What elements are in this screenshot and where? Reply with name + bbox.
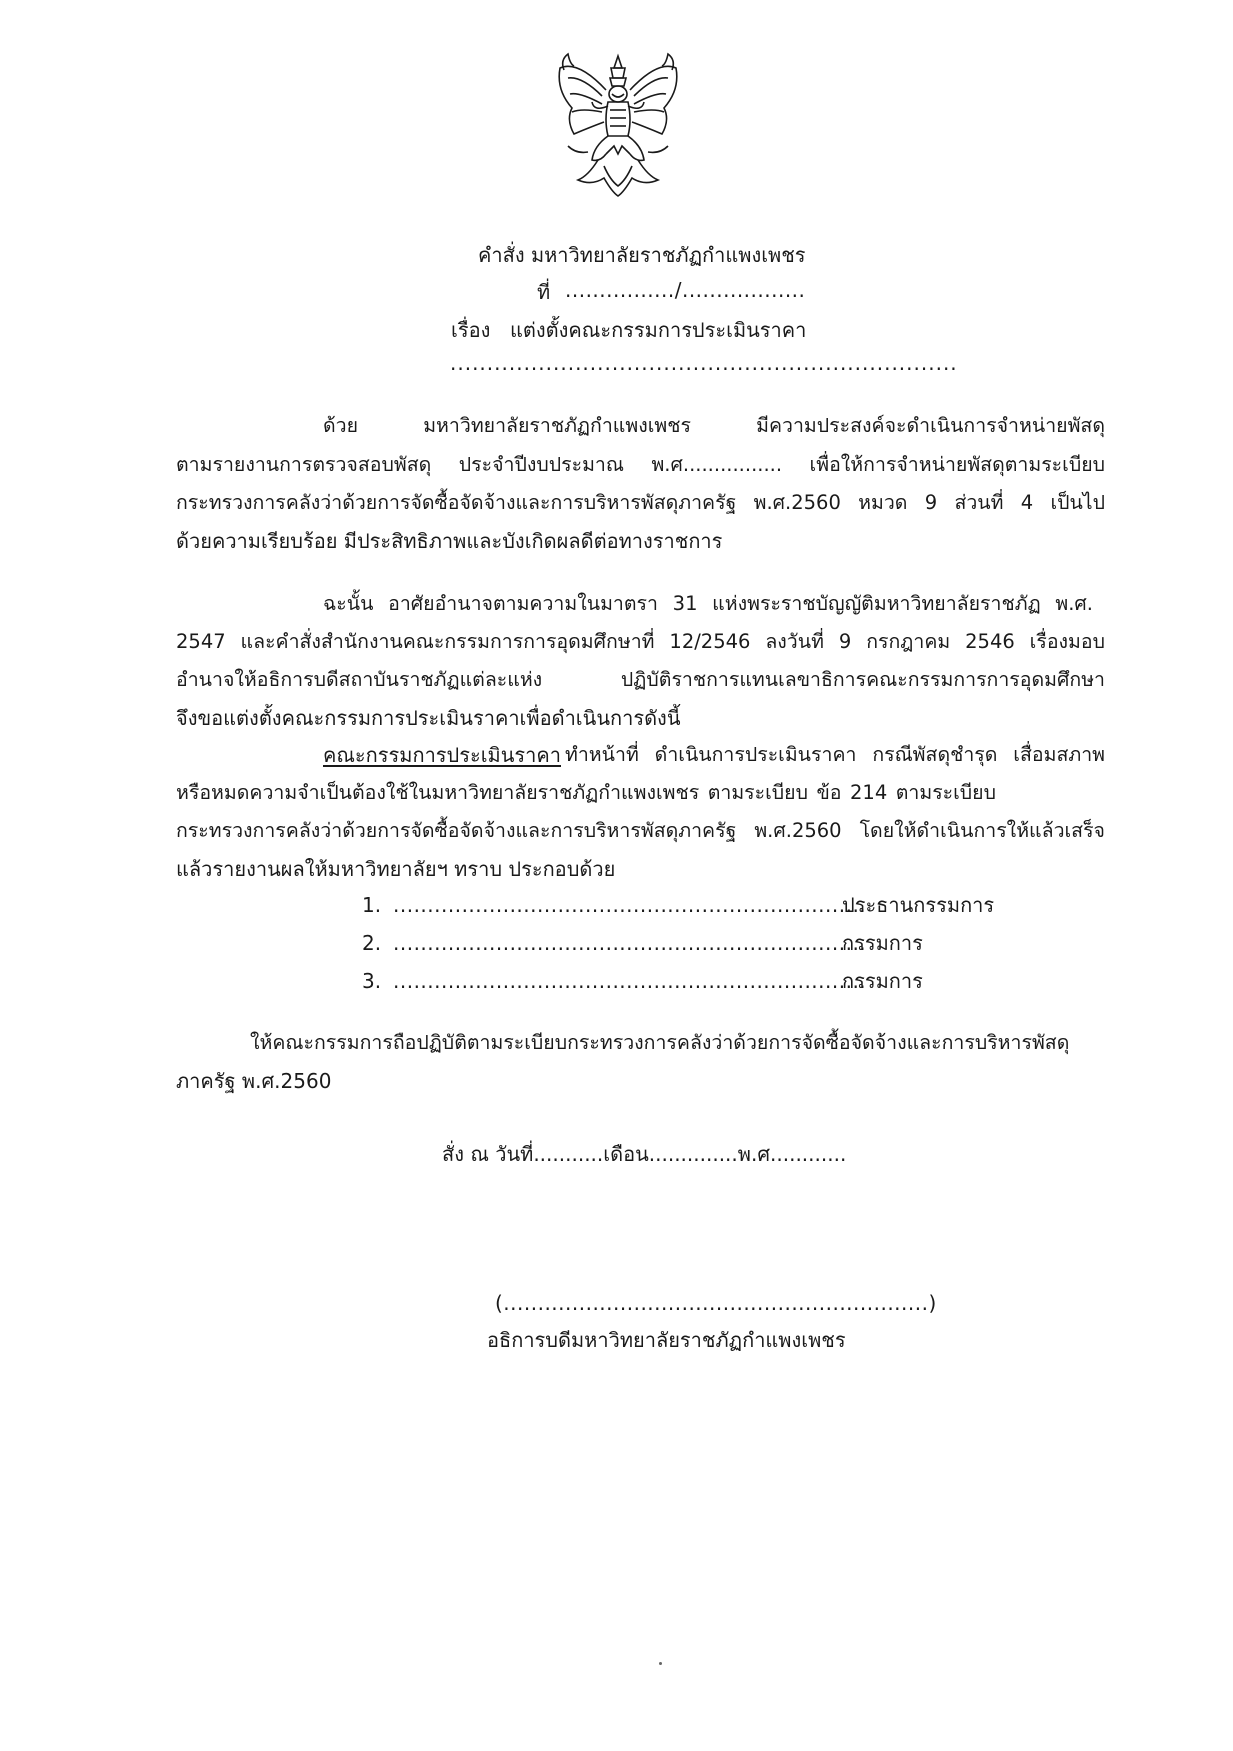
para1-line2: ตามรายงานการตรวจสอบพัสดุ ประจำปีงบประมาณ พ.ศ................ เพื่อให้การจำหน่ายพัสดุตามระเบียบ xyxy=(176,453,1105,476)
committee-role: กรรมการ xyxy=(842,931,923,955)
scan-speck xyxy=(659,1662,662,1665)
committee-number: 3. xyxy=(362,969,382,993)
committee-name-blank: ..................................................................... xyxy=(393,931,867,955)
subject-label: เรื่อง xyxy=(451,318,491,342)
garuda-emblem-icon xyxy=(548,50,688,200)
para1-line4: ด้วยความเรียบร้อย มีประสิทธิภาพและบังเกิดผลดีต่อทางราชการ xyxy=(176,529,723,553)
order-number-value: ................/.................. xyxy=(565,278,806,302)
para1-line3: กระทรวงการคลังว่าด้วยการจัดซื้อจัดจ้างและการบริหารพัสดุภาครัฐ พ.ศ.2560 หมวด 9 ส่วนที่ 4 เป็นไป xyxy=(176,491,1105,514)
committee-heading: คณะกรรมการประเมินราคา xyxy=(323,743,561,767)
subject-text: แต่งตั้งคณะกรรมการประเมินราคา xyxy=(510,318,807,342)
committee-name-blank: ..................................................................... xyxy=(393,969,867,993)
signature-name-line: (..............................................................) xyxy=(495,1291,937,1315)
para3-line3: กระทรวงการคลังว่าด้วยการจัดซื้อจัดจ้างและการบริหารพัสดุภาครัฐ พ.ศ.2560 โดยให้ดำเนินการให้แล้วเสร็จ xyxy=(176,819,1105,842)
para2-line2: 2547 และคำสั่งสำนักงานคณะกรรมการการอุดมศึกษาที่ 12/2546 ลงวันที่ 9 กรกฎาคม 2546 เรื่องมอบ xyxy=(176,630,1105,653)
para2-line3: อำนาจให้อธิการบดีสถาบันราชภัฏแต่ละแห่ง ปฏิบัติราชการแทนเลขาธิการคณะกรรมการการอุดมศึกษา xyxy=(176,668,1105,691)
signature-position: อธิการบดีมหาวิทยาลัยราชภัฏกำแพงเพชร xyxy=(487,1328,846,1352)
committee-number: 2. xyxy=(362,931,382,955)
para2-line1: ฉะนั้น อาศัยอำนาจตามความในมาตรา 31 แห่งพระราชบัญญัติมหาวิทยาลัยราชภัฏ พ.ศ. xyxy=(323,592,1093,615)
header-separator: ..................................................................... xyxy=(450,351,958,375)
order-date: สั่ง ณ วันที่...........เดือน..............พ.ศ............ xyxy=(442,1142,847,1166)
para3-line4: แล้วรายงานผลให้มหาวิทยาลัยฯ ทราบ ประกอบด้วย xyxy=(176,857,616,881)
para2-line4: จึงขอแต่งตั้งคณะกรรมการประเมินราคาเพื่อดำเนินการดังนี้ xyxy=(176,706,681,730)
order-title: คำสั่ง มหาวิทยาลัยราชภัฏกำแพงเพชร xyxy=(478,243,806,267)
para4-line2: ภาครัฐ พ.ศ.2560 xyxy=(176,1069,332,1093)
para4-line1: ให้คณะกรรมการถือปฏิบัติตามระเบียบกระทรวงการคลังว่าด้วยการจัดซื้อจัดจ้างและการบริหารพัสดุ xyxy=(250,1031,1070,1054)
para3-line1: ทำหน้าที่ ดำเนินการประเมินราคา กรณีพัสดุชำรุด เสื่อมสภาพ xyxy=(565,743,1105,766)
para3-line2: หรือหมดความจำเป็นต้องใช้ในมหาวิทยาลัยราชภัฏกำแพงเพชร ตามระเบียบ ข้อ 214 ตามระเบียบ xyxy=(176,781,996,804)
order-number-label: ที่ xyxy=(537,280,551,304)
committee-number: 1. xyxy=(362,893,382,917)
para1-line1: ด้วย มหาวิทยาลัยราชภัฏกำแพงเพชร มีความประสงค์จะดำเนินการจำหน่ายพัสดุ xyxy=(323,414,1105,437)
committee-role: กรรมการ xyxy=(842,969,923,993)
committee-name-blank: ..................................................................... xyxy=(393,893,867,917)
committee-role: ประธานกรรมการ xyxy=(842,893,995,917)
